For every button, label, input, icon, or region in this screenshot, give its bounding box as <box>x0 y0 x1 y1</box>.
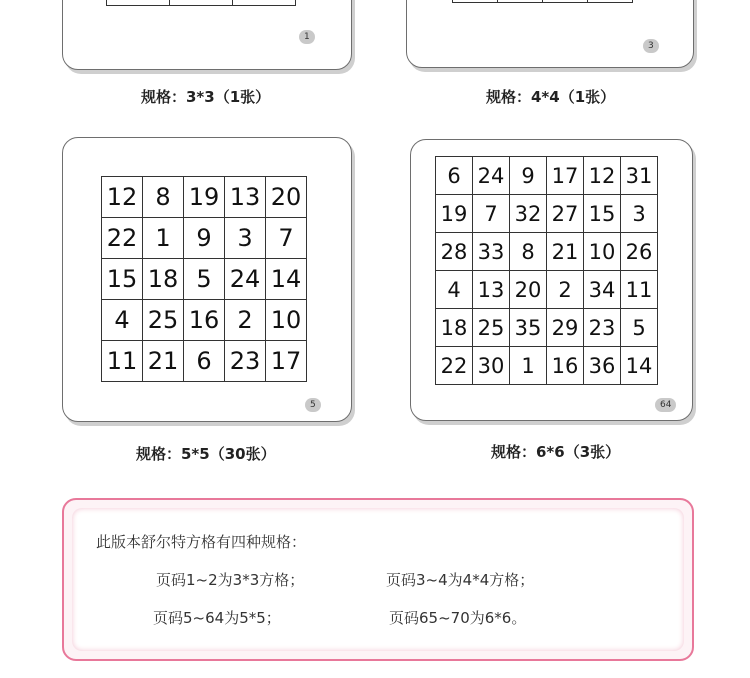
grid-cell: 30 <box>473 347 510 385</box>
grid-cell: 31 <box>621 157 658 195</box>
page-number-badge: 5 <box>305 398 321 412</box>
grid-cell: 10 <box>584 233 621 271</box>
grid-cell: 7 <box>266 218 307 259</box>
info-line1-right: 页码3~4为4*4方格； <box>386 571 535 589</box>
grid-cell: 27 <box>547 195 584 233</box>
grid-cell: 2 <box>547 271 584 309</box>
grid-row <box>436 233 658 271</box>
grid-cell <box>543 0 588 3</box>
grid-cell: 19 <box>184 177 225 218</box>
info-heading: 此版本舒尔特方格有四种规格： <box>96 533 307 551</box>
grid-cell: 22 <box>102 218 143 259</box>
grid-row <box>436 157 658 195</box>
grid-row <box>436 309 658 347</box>
grid-cell: 26 <box>621 233 658 271</box>
spec-caption-3x3: 规格：3*3（1张） <box>141 88 271 106</box>
grid-cell: 24 <box>225 259 266 300</box>
grid-cell: 8 <box>510 233 547 271</box>
grid-cell: 1 <box>143 218 184 259</box>
grid-cell <box>107 0 170 6</box>
grid-row <box>107 0 296 6</box>
info-line2-right: 页码65~70为6*6。 <box>389 609 527 627</box>
page-number-badge: 3 <box>643 39 659 53</box>
grid-cell: 4 <box>102 300 143 341</box>
grid-cell: 1 <box>510 347 547 385</box>
spec-caption-5x5: 规格：5*5（30张） <box>136 445 276 463</box>
grid-cell: 11 <box>102 341 143 382</box>
grid-cell: 35 <box>510 309 547 347</box>
grid-cell: 19 <box>436 195 473 233</box>
page-number-badge: 64 <box>655 398 676 412</box>
grid-row <box>436 195 658 233</box>
grid-cell: 11 <box>621 271 658 309</box>
grid-row <box>102 177 307 218</box>
grid-cell: 16 <box>184 300 225 341</box>
grid-cell: 21 <box>547 233 584 271</box>
grid-row <box>453 0 633 3</box>
grid-cell: 13 <box>225 177 266 218</box>
grid-table-5x5 <box>101 176 307 382</box>
grid-table-6x6 <box>435 156 658 385</box>
grid-cell <box>498 0 543 3</box>
grid-row <box>102 341 307 382</box>
grid-cell: 13 <box>473 271 510 309</box>
grid-cell: 6 <box>184 341 225 382</box>
grid-cell: 3 <box>225 218 266 259</box>
grid-card-5x5 <box>62 137 352 422</box>
grid-cell: 25 <box>473 309 510 347</box>
grid-cell: 34 <box>584 271 621 309</box>
grid-card-4x4 <box>406 0 694 68</box>
grid-cell: 12 <box>102 177 143 218</box>
grid-cell: 33 <box>473 233 510 271</box>
grid-cell <box>588 0 633 3</box>
grid-cell <box>233 0 296 6</box>
grid-cell: 14 <box>266 259 307 300</box>
grid-card-6x6 <box>410 139 693 421</box>
grid-table-4x4 <box>452 0 633 3</box>
grid-row <box>436 347 658 385</box>
spec-caption-6x6: 规格：6*6（3张） <box>491 443 621 461</box>
grid-cell: 5 <box>621 309 658 347</box>
grid-cell: 25 <box>143 300 184 341</box>
grid-cell: 36 <box>584 347 621 385</box>
grid-cell: 9 <box>510 157 547 195</box>
grid-row <box>102 218 307 259</box>
grid-cell: 17 <box>266 341 307 382</box>
grid-cell: 7 <box>473 195 510 233</box>
grid-cell <box>453 0 498 3</box>
grid-cell: 5 <box>184 259 225 300</box>
grid-cell: 2 <box>225 300 266 341</box>
grid-cell: 20 <box>266 177 307 218</box>
grid-cell: 8 <box>143 177 184 218</box>
grid-cell: 23 <box>225 341 266 382</box>
grid-cell: 15 <box>584 195 621 233</box>
grid-cell: 14 <box>621 347 658 385</box>
spec-info-box <box>62 498 694 661</box>
grid-cell: 29 <box>547 309 584 347</box>
grid-cell: 12 <box>584 157 621 195</box>
grid-row <box>102 300 307 341</box>
grid-cell: 3 <box>621 195 658 233</box>
grid-cell: 18 <box>143 259 184 300</box>
info-line2-left: 页码5~64为5*5； <box>153 609 281 627</box>
grid-cell: 16 <box>547 347 584 385</box>
spec-caption-4x4: 规格：4*4（1张） <box>486 88 616 106</box>
grid-cell: 23 <box>584 309 621 347</box>
grid-cell: 32 <box>510 195 547 233</box>
grid-cell: 28 <box>436 233 473 271</box>
grid-cell: 22 <box>436 347 473 385</box>
grid-row <box>436 271 658 309</box>
grid-cell: 21 <box>143 341 184 382</box>
grid-cell: 17 <box>547 157 584 195</box>
info-line1-left: 页码1~2为3*3方格； <box>156 571 305 589</box>
grid-row <box>102 259 307 300</box>
grid-cell: 15 <box>102 259 143 300</box>
grid-cell: 4 <box>436 271 473 309</box>
grid-cell: 20 <box>510 271 547 309</box>
grid-cell: 10 <box>266 300 307 341</box>
grid-table-3x3 <box>106 0 296 6</box>
grid-cell: 18 <box>436 309 473 347</box>
grid-cell: 6 <box>436 157 473 195</box>
grid-card-3x3 <box>62 0 352 70</box>
grid-cell: 24 <box>473 157 510 195</box>
grid-cell <box>170 0 233 6</box>
grid-cell: 9 <box>184 218 225 259</box>
page-number-badge: 1 <box>299 30 315 44</box>
